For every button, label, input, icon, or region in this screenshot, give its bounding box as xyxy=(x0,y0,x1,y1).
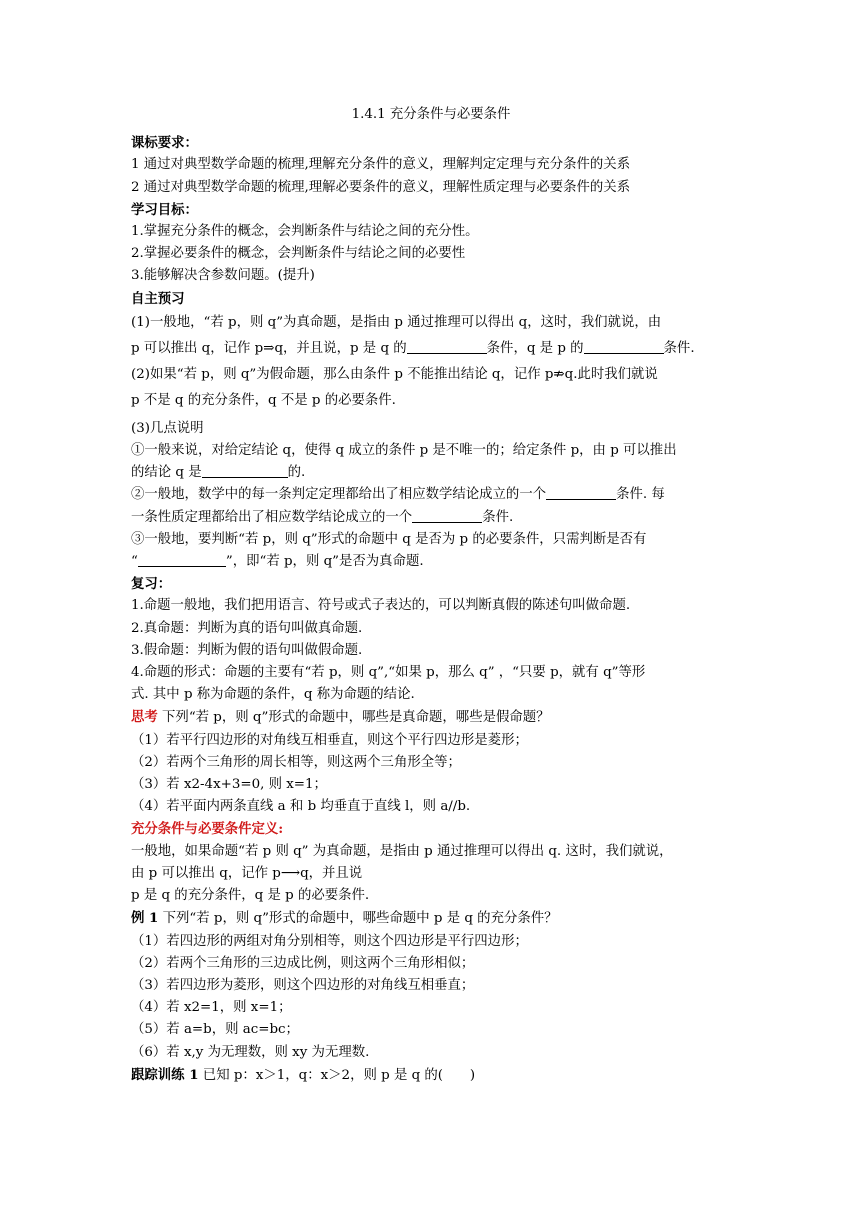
text-span: 条件. 每 xyxy=(616,487,665,503)
preview-paragraph-2b: p 不是 q 的充分条件，q 不是 p 的必要条件. xyxy=(131,392,396,408)
think-prompt xyxy=(131,706,731,729)
review-item: 式. 其中 p 称为命题的条件，q 称为命题的结论. xyxy=(131,687,415,703)
preview-note-2b xyxy=(131,507,731,529)
course-req-heading: 课标要求： xyxy=(131,135,198,152)
preview-paragraph-1a: (1)一般地，“若 p，则 q”为真命题，是指由 p 通过推理可以得出 q，这时，我们就说，由 xyxy=(131,314,662,330)
review-item: 1.命题一般地，我们把用语言、符号或式子表达的，可以判断真假的陈述句叫做命题. xyxy=(131,598,631,614)
think-text: 下列“若 p，则 q”形式的命题中，哪些是真命题，哪些是假命题？ xyxy=(157,710,550,726)
think-item: （1）若平行四边形的对角线互相垂直，则这个平行四边形是菱形； xyxy=(131,732,528,748)
definition-line: 一般地，如果命题“若 p 则 q” 为真命题，是指由 p 通过推理可以得出 q. 这时，我们就说， xyxy=(131,843,673,859)
example-item: （4）若 x2=1，则 x=1； xyxy=(131,1000,292,1016)
text-span: ②一般地，数学中的每一条判定定理都给出了相应数学结论成立的一个 xyxy=(131,487,547,503)
training-1-prompt xyxy=(131,1064,731,1087)
example-1-text: 下列“若 p，则 q”形式的命题中，哪些命题中 p 是 q 的充分条件？ xyxy=(158,911,558,927)
goals-heading: 学习目标： xyxy=(131,201,198,218)
fill-blank[interactable] xyxy=(546,485,616,500)
goal-item: 2.掌握必要条件的概念，会判断条件与结论之间的必要性 xyxy=(131,246,466,262)
text-span: 的. xyxy=(287,465,306,481)
review-item: 2.真命题：判断为真的语句叫做真命题. xyxy=(131,620,363,636)
preview-note-1b xyxy=(131,462,731,484)
training-1-text: 已知 p：x＞1，q：x＞2，则 p 是 q 的( ) xyxy=(198,1067,476,1083)
preview-note-3b xyxy=(131,551,731,573)
preview-note-3a: ③一般地，要判断“若 p，则 q”形式的命题中 q 是否为 p 的必要条件，只需判断是否有 xyxy=(131,531,647,547)
goal-item: 3.能够解决含参数问题。(提升) xyxy=(131,268,315,284)
think-item: （3）若 x2-4x+3=0, 则 x=1； xyxy=(131,777,327,793)
preview-note-1a: ①一般来说，对给定结论 q，使得 q 成立的条件 p 是不唯一的；给定条件 p，由 p 可以推出 xyxy=(131,443,677,459)
text-span: 的结论 q 是 xyxy=(131,465,202,481)
example-item: （1）若四边形的两组对角分别相等，则这个四边形是平行四边形； xyxy=(131,933,528,949)
review-heading: 复习： xyxy=(131,576,172,593)
text-span: p 可以推出 q，记作 p⇒q，并且说，p 是 q 的 xyxy=(131,340,407,356)
course-req-item: 1 通过对典型数学命题的梳理,理解充分条件的意义，理解判定定理与充分条件的关系 xyxy=(131,157,631,173)
page-title: 1.4.1 充分条件与必要条件 xyxy=(351,107,511,122)
text-span: 条件. xyxy=(663,340,695,356)
example-item: （3）若四边形为菱形，则这个四边形的对角线互相垂直； xyxy=(131,977,475,993)
review-item: 4.命题的形式：命题的主要有“若 p，则 q”,“如果 p，那么 q” ，“只要 p，就有 q”等形 xyxy=(131,665,646,681)
fill-blank[interactable] xyxy=(584,339,664,354)
preview-heading: 自主预习 xyxy=(131,290,185,307)
course-req-item: 2 通过对典型数学命题的梳理,理解必要条件的意义，理解性质定理与必要条件的关系 xyxy=(131,179,631,195)
text-span: ”，即“若 p，则 q”是否为真命题. xyxy=(225,554,424,570)
document-content xyxy=(131,104,731,1087)
fill-blank[interactable] xyxy=(138,552,226,567)
goal-item: 1.掌握充分条件的概念，会判断条件与结论之间的充分性。 xyxy=(131,224,479,240)
think-label: 思考 xyxy=(131,709,158,726)
definition-line: p 是 q 的充分条件，q 是 p 的必要条件. xyxy=(131,888,370,904)
definition-line: 由 p 可以推出 q，记作 p⟶q，并且说 xyxy=(131,865,363,881)
text-span: “ xyxy=(131,554,138,570)
training-1-label: 跟踪训练 1 xyxy=(131,1066,199,1083)
fill-blank[interactable] xyxy=(407,339,487,354)
example-item: （5）若 a=b，则 ac=bc； xyxy=(131,1022,299,1038)
fill-blank[interactable] xyxy=(202,463,288,478)
text-span: 条件. xyxy=(482,509,514,525)
fill-blank[interactable] xyxy=(412,508,482,523)
think-item: （4）若平面内两条直线 a 和 b 均垂直于直线 l，则 a//b. xyxy=(131,799,471,815)
preview-notes-heading: (3)几点说明 xyxy=(131,420,204,436)
preview-note-2a xyxy=(131,484,731,506)
text-span: 条件，q 是 p 的 xyxy=(486,340,584,356)
example-1-label: 例 1 xyxy=(131,910,159,927)
example-item: （2）若两个三角形的三边成比例，则这两个三角形相似； xyxy=(131,955,475,971)
definition-heading: 充分条件与必要条件定义: xyxy=(131,821,284,838)
text-span: 一条性质定理都给出了相应数学结论成立的一个 xyxy=(131,509,413,525)
preview-paragraph-1b xyxy=(131,336,731,362)
preview-paragraph-2a: (2)如果“若 p，则 q”为假命题，那么由条件 p 不能推出结论 q，记作 p⇏q.此时我们就说 xyxy=(131,366,658,382)
review-item: 3.假命题：判断为假的语句叫做假命题. xyxy=(131,642,363,658)
example-item: （6）若 x,y 为无理数，则 xy 为无理数. xyxy=(131,1044,370,1060)
think-item: （2）若两个三角形的周长相等，则这两个三角形全等； xyxy=(131,754,461,770)
example-1-prompt xyxy=(131,907,731,930)
